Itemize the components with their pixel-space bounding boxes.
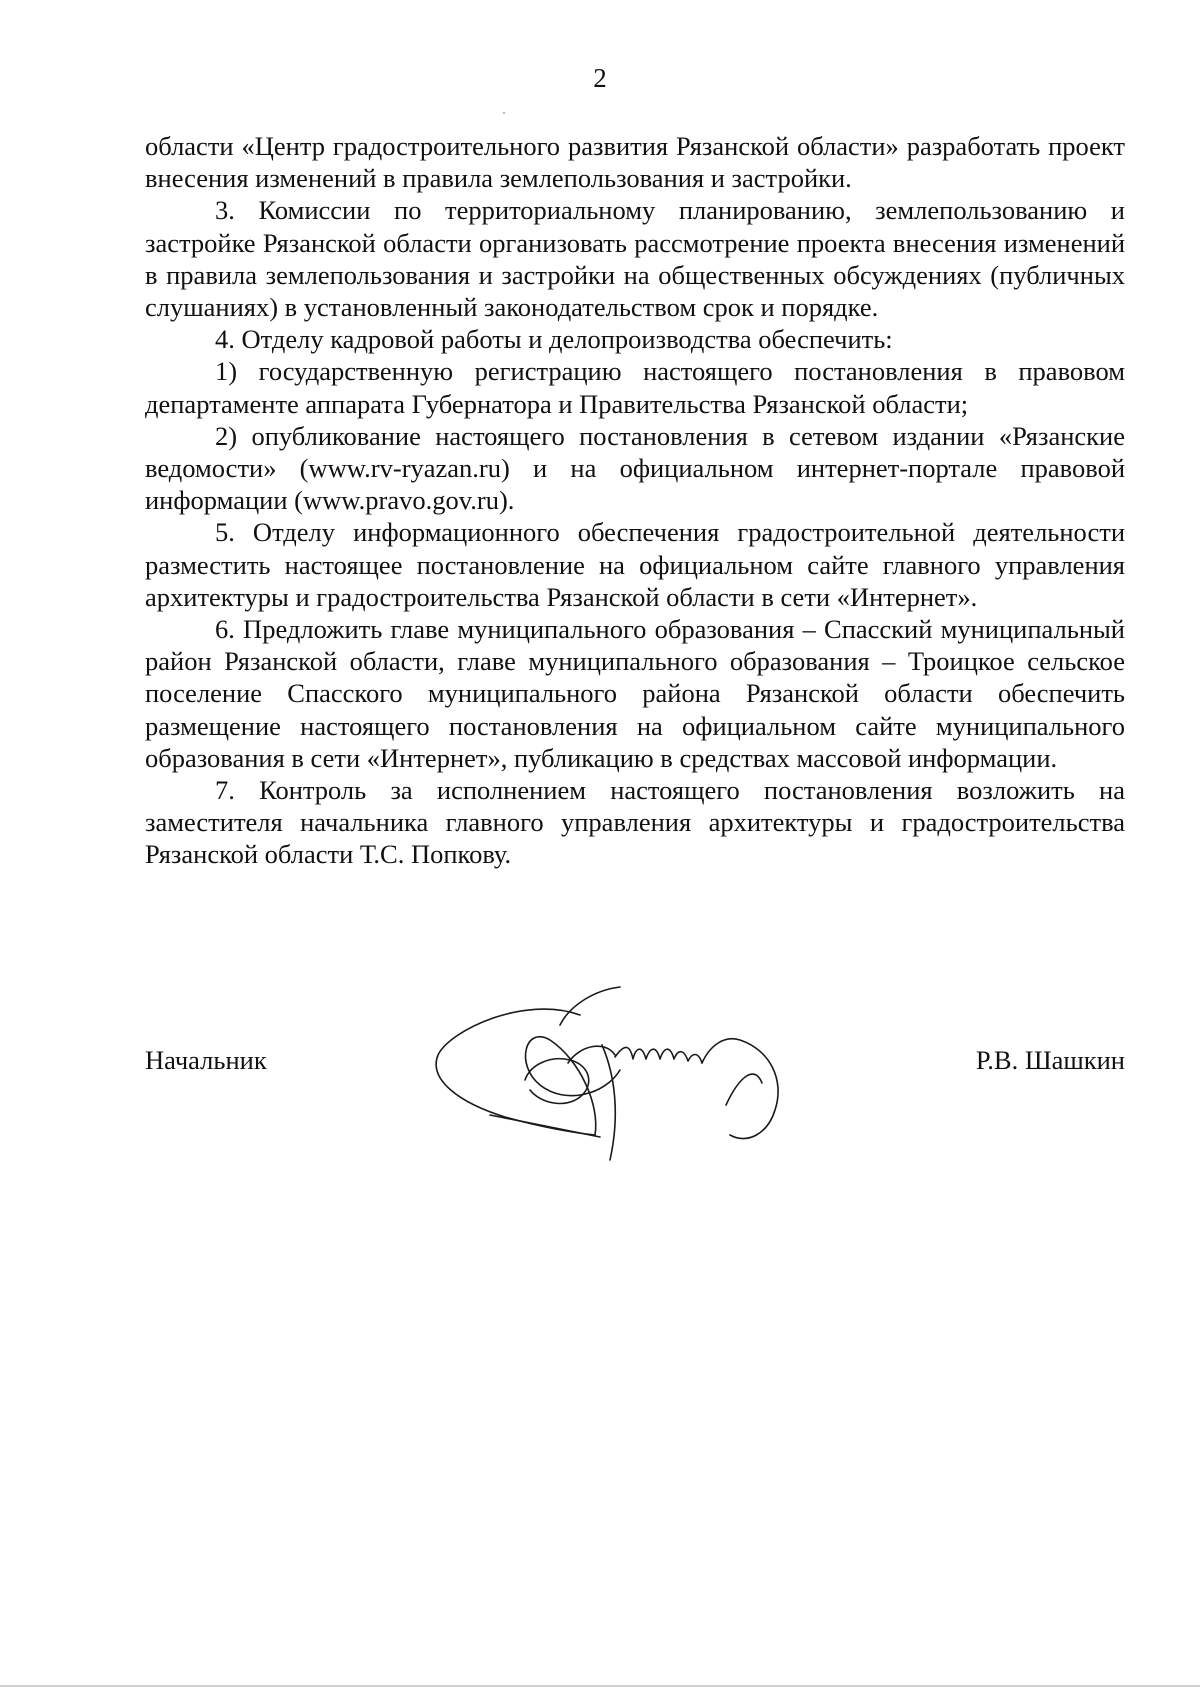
paragraph-item-5: 5. Отделу информационного обеспечения градостроительной деятельности разместить настоящее постановление на официальном сайте главного управления архитектуры и градостроительства Рязанской области в сети «Интернет». [145, 517, 1125, 612]
paragraph-item-4: 4. Отделу кадровой работы и делопроизводства обеспечить: [215, 324, 893, 355]
handwritten-signature [430, 985, 850, 1175]
page-number: 2 [593, 63, 607, 93]
paragraph-subitem-2: 2) опубликование настоящего постановления в сетевом издании «Рязанские ведомости» (www.rv-ryazan.ru) и на официальном интернет-портале правовой информации (www.pravo.gov.ru). [145, 420, 1125, 516]
paragraph-subitem-1: 1) государственную регистрацию настоящего постановления в правовом департаменте аппарата Губернатора и Правительства Рязанской области; [145, 356, 1125, 419]
paragraph-item-7: 7. Контроль за исполнением настоящего постановления возложить на заместителя начальника главного управления архитектуры и градостроительства Рязанской области Т.С. Попкову. [145, 775, 1125, 870]
page-bottom-edge [0, 1685, 1200, 1687]
paragraph-item-3: 3. Комиссии по территориальному планированию, землепользованию и застройке Рязанской области организовать рассмотрение проекта внесения изменений в правила землепользования и застройки на общественных обсуждениях (публичных слушаниях) в установленный законодательством срок и порядке. [145, 195, 1125, 323]
scan-mark [503, 112, 505, 114]
document-body [145, 130, 1125, 871]
signatory-name: Р.В. Шашкин [975, 1045, 1125, 1075]
signatory-title: Начальник [145, 1045, 267, 1075]
paragraph-continuation: области «Центр градостроительного развития Рязанской области» разработать проект внесения изменений в правила землепользования и застройки. [145, 131, 1125, 194]
paragraph-item-6: 6. Предложить главе муниципального образования – Спасский муниципальный район Рязанской области, главе муниципального образования – Троицкое сельское поселение Спасского муниципального района Рязанской области обеспечить размещение настоящего постановления на официальном сайте муниципального образования в сети «Интернет», публикацию в средствах массовой информации. [145, 614, 1125, 773]
